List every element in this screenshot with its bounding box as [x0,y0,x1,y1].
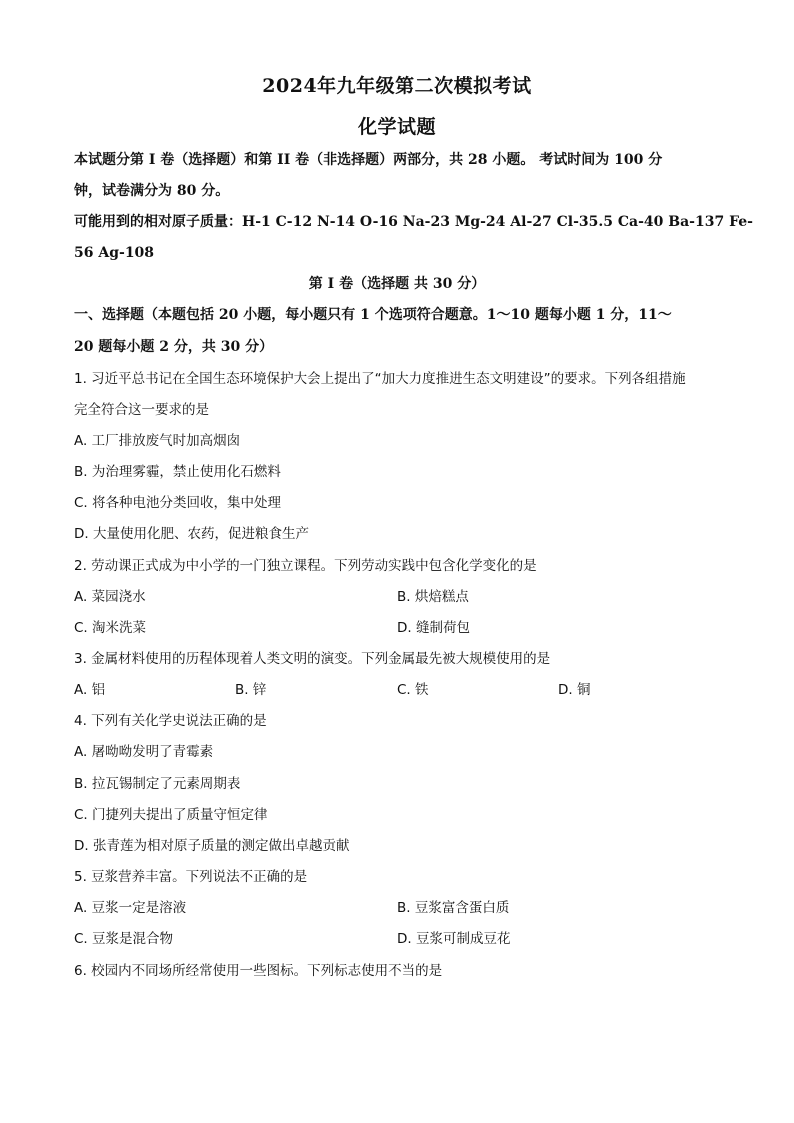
exam-subtitle: 化学试题 [357,116,436,138]
option-d: D. 张青莲为相对原子质量的测定做出卓越贡献 [74,838,350,854]
option-c: C. 铁 [397,682,429,698]
section-title: 第 I 卷（选择题 共 30 分） [308,276,486,292]
section-heading: 20 题每小题 2 分，共 30 分） [74,339,274,355]
option-a: A. 铝 [74,682,106,698]
intro-line: 钟，试卷满分为 80 分。 [74,183,230,199]
question-stem: 完全符合这一要求的是 [74,402,209,418]
question-stem: 6. 校园内不同场所经常使用一些图标。下列标志使用不当的是 [74,963,443,979]
option-c: C. 将各种电池分类回收，集中处理 [74,495,282,511]
intro-line: 本试题分第 I 卷（选择题）和第 II 卷（非选择题）两部分，共 28 小题。 考试时间为 100 分 [74,152,663,168]
option-c: C. 门捷列夫提出了质量守恒定律 [74,807,268,823]
option-d: D. 铜 [558,682,591,698]
option-b: B. 烘焙糕点 [397,589,469,605]
atomic-mass-line: 可能用到的相对原子质量：H-1 C-12 N-14 O-16 Na-23 Mg-24 Al-27 Cl-35.5 Ca-40 Ba-137 Fe- [74,214,753,230]
option-d: D. 豆浆可制成豆花 [397,931,511,947]
option-a: A. 屠呦呦发明了青霉素 [74,744,214,760]
question-stem: 3. 金属材料使用的历程体现着人类文明的演变。下列金属最先被大规模使用的是 [74,651,551,667]
option-d: D. 大量使用化肥、农药，促进粮食生产 [74,526,309,542]
option-c: C. 豆浆是混合物 [74,931,174,947]
option-a: A. 工厂排放废气时加高烟囱 [74,433,241,449]
option-a: A. 豆浆一定是溶液 [74,900,187,916]
section-heading: 一、选择题（本题包括 20 小题，每小题只有 1 个选项符合题意。1～10 题每小题 1 分，11～ [74,307,672,323]
question-stem: 4. 下列有关化学史说法正确的是 [74,713,267,729]
question-stem: 2. 劳动课正式成为中小学的一门独立课程。下列劳动实践中包含化学变化的是 [74,558,537,574]
option-b: B. 为治理雾霾，禁止使用化石燃料 [74,464,281,480]
exam-title: 2024年九年级第二次模拟考试 [262,75,532,97]
option-b: B. 锌 [235,682,267,698]
option-a: A. 菜园浇水 [74,589,146,605]
question-stem: 5. 豆浆营养丰富。下列说法不正确的是 [74,869,308,885]
option-b: B. 豆浆富含蛋白质 [397,900,510,916]
option-b: B. 拉瓦锡制定了元素周期表 [74,776,241,792]
question-stem: 1. 习近平总书记在全国生态环境保护大会上提出了“加大力度推进生态文明建设”的要求。下列各组措施 [74,371,686,387]
atomic-mass-line: 56 Ag-108 [74,245,155,261]
option-c: C. 淘米洗菜 [74,620,147,636]
option-d: D. 缝制荷包 [397,620,470,636]
